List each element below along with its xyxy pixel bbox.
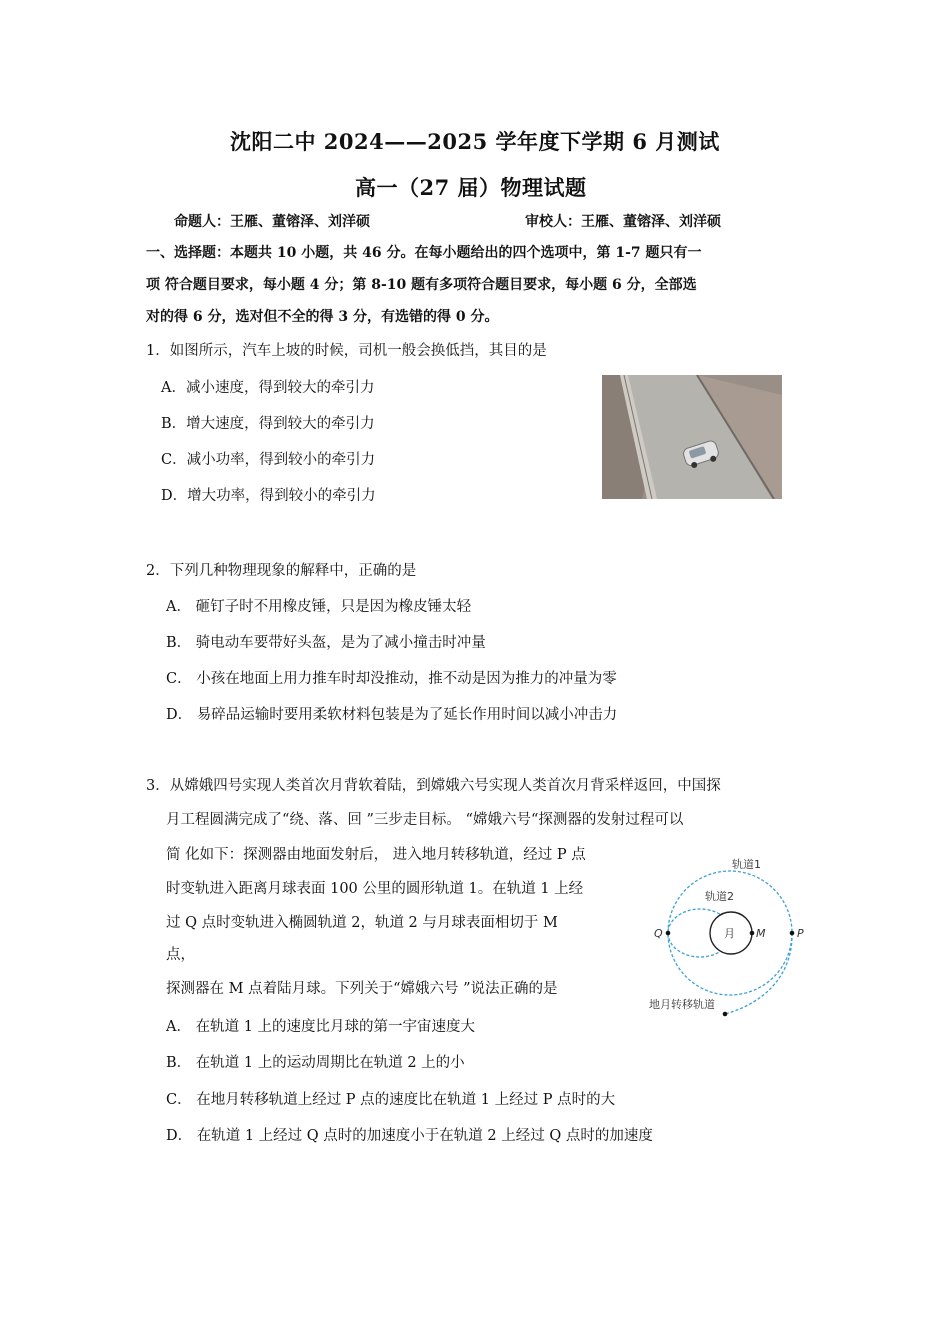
q1-option-b: B．增大速度，得到较大的牵引力: [161, 416, 375, 432]
car-on-slope-image: [602, 375, 782, 499]
q3-stem-line1: 3．从嫦娥四号实现人类首次月背软着陆，到嫦娥六号实现人类首次月背采样返回，中国探: [146, 778, 721, 794]
section-instructions-line3: 对的得 6 分，选对但不全的得 3 分，有选错的得 0 分。: [146, 309, 499, 325]
orbit-1-label: 轨道1: [732, 858, 761, 871]
q2-option-a: A． 砸钉子时不用橡皮锤，只是因为橡皮锤太轻: [166, 599, 472, 615]
transfer-dot: [723, 1012, 728, 1017]
author-line: 命题人：王雁、董镕泽、刘洋硕: [174, 214, 370, 230]
q2-option-d: D． 易碎品运输时要用柔软材料包装是为了延长作用时间以减小冲击力: [166, 707, 618, 723]
q3-option-c: C． 在地月转移轨道上经过 P 点的速度比在轨道 1 上经过 P 点时的大: [166, 1092, 616, 1108]
point-p-dot: [790, 931, 795, 936]
q2-stem: 2．下列几种物理现象的解释中，正确的是: [146, 563, 417, 579]
q3-stem-line2: 月工程圆满完成了“绕、落、回 ”三步走目标。 “嫦娥六号“探测器的发射过程可以: [166, 812, 684, 828]
transfer-orbit-label: 地月转移轨道: [649, 998, 715, 1011]
point-m-dot: [750, 931, 755, 936]
q2-option-c: C． 小孩在地面上用力推车时却没推动，推不动是因为推力的冲量为零: [166, 671, 617, 687]
q3-option-b: B． 在轨道 1 上的运动周期比在轨道 2 上的小: [166, 1055, 465, 1071]
orbit-diagram: [643, 852, 823, 1022]
q3-option-d: D． 在轨道 1 上经过 Q 点时的加速度小于在轨道 2 上经过 Q 点时的加速度: [166, 1128, 653, 1144]
q1-option-d: D．增大功率，得到较小的牵引力: [161, 488, 376, 504]
q3-option-a: A． 在轨道 1 上的速度比月球的第一宇宙速度大: [166, 1019, 476, 1035]
orbit-2-label: 轨道2: [705, 890, 734, 903]
q2-option-b: B． 骑电动车要带好头盔，是为了减小撞击时冲量: [166, 635, 486, 651]
point-m-label: M: [756, 927, 766, 940]
section-instructions-line1: 一、选择题：本题共 10 小题，共 46 分。在每小题给出的四个选项中，第 1-7 题只有一: [146, 245, 702, 261]
q3-stem-line6: 点，: [166, 947, 195, 963]
q3-stem-line3: 简 化如下：探测器由地面发射后， 进入地月转移轨道，经过 P 点: [166, 847, 586, 863]
page-subtitle: 高一（27 届）物理试题: [355, 175, 587, 200]
point-q-label: Q: [654, 927, 663, 940]
q1-stem: 1．如图所示，汽车上坡的时候，司机一般会换低挡，其目的是: [146, 343, 547, 359]
q3-stem-line4: 时变轨进入距离月球表面 100 公里的圆形轨道 1。在轨道 1 上经: [166, 881, 584, 897]
q1-option-c: C．减小功率，得到较小的牵引力: [161, 452, 376, 468]
point-p-label: P: [797, 927, 804, 940]
q3-stem-line5: 过 Q 点时变轨进入椭圆轨道 2，轨道 2 与月球表面相切于 M: [166, 915, 558, 931]
q1-option-a: A．减小速度，得到较大的牵引力: [161, 380, 375, 396]
q3-stem-line7: 探测器在 M 点着陆月球。下列关于“嫦娥六号 ”说法正确的是: [166, 981, 558, 997]
point-q-dot: [666, 931, 671, 936]
reviewer-line: 审校人：王雁、董镕泽、刘洋硕: [525, 214, 721, 230]
section-instructions-line2: 项 符合题目要求，每小题 4 分；第 8-10 题有多项符合题目要求，每小题 6 分，全部选: [146, 277, 697, 293]
page-title: 沈阳二中 2024——2025 学年度下学期 6 月测试: [230, 129, 720, 154]
moon-label: 月: [724, 927, 735, 940]
